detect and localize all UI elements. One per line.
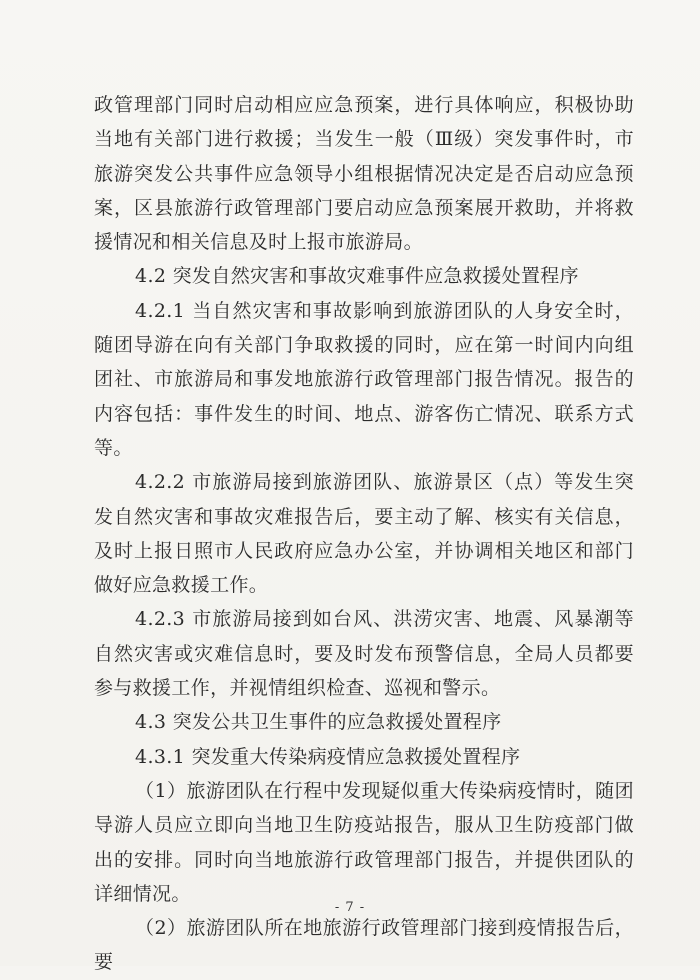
paragraph-4-2-3: 4.2.3 市旅游局接到如台风、洪涝灾害、地震、风暴潮等自然灾害或灾难信息时，要及时发布预警信息，全局人员都要参与救援工作，并视情组织检查、巡视和警示。 (94, 608, 634, 700)
page-number: - 7 - (334, 900, 366, 915)
section-heading-4-3: 4.3 突发公共卫生事件的应急救援处置程序 (135, 711, 502, 734)
paragraph-4-2-1: 4.2.1 当自然灾害和事故影响到旅游团队的人身安全时，随团导游在向有关部门争取救援的同时，应在第一时间内向组团社、市旅游局和事发地旅游行政管理部门报告情况。报告的内容包括：事件发生的时间、地点、游客伤亡情况、联系方式等。 (94, 299, 634, 459)
paragraph-continuation: 政管理部门同时启动相应应急预案，进行具体响应，积极协助当地有关部门进行救援；当发生一般（Ⅲ级）突发事件时，市旅游突发公共事件应急领导小组根据情况决定是否启动应急预案，区县旅游行政管理部门要启动应急预案展开救助，并将救援情况和相关信息及时上报市旅游局。 (94, 94, 634, 254)
paragraph-item-2: （2）旅游团队所在地旅游行政管理部门接到疫情报告后，要 (94, 917, 634, 974)
document-body (94, 88, 634, 980)
paragraph-4-2-2: 4.2.2 市旅游局接到旅游团队、旅游景区（点）等发生突发自然灾害和事故灾难报告后，要主动了解、核实有关信息，及时上报日照市人民政府应急办公室，并协调相关地区和部门做好应急救援工作。 (94, 471, 634, 597)
section-heading-4-3-1: 4.3.1 突发重大传染病疫情应急救援处置程序 (135, 745, 521, 768)
paragraph-item-1: （1）旅游团队在行程中发现疑似重大传染病疫情时，随团导游人员应立即向当地卫生防疫站报告，服从卫生防疫部门做出的安排。同时向当地旅游行政管理部门报告，并提供团队的详细情况。 (94, 779, 634, 905)
section-heading-4-2: 4.2 突发自然灾害和事故灾难事件应急救援处置程序 (135, 265, 580, 288)
